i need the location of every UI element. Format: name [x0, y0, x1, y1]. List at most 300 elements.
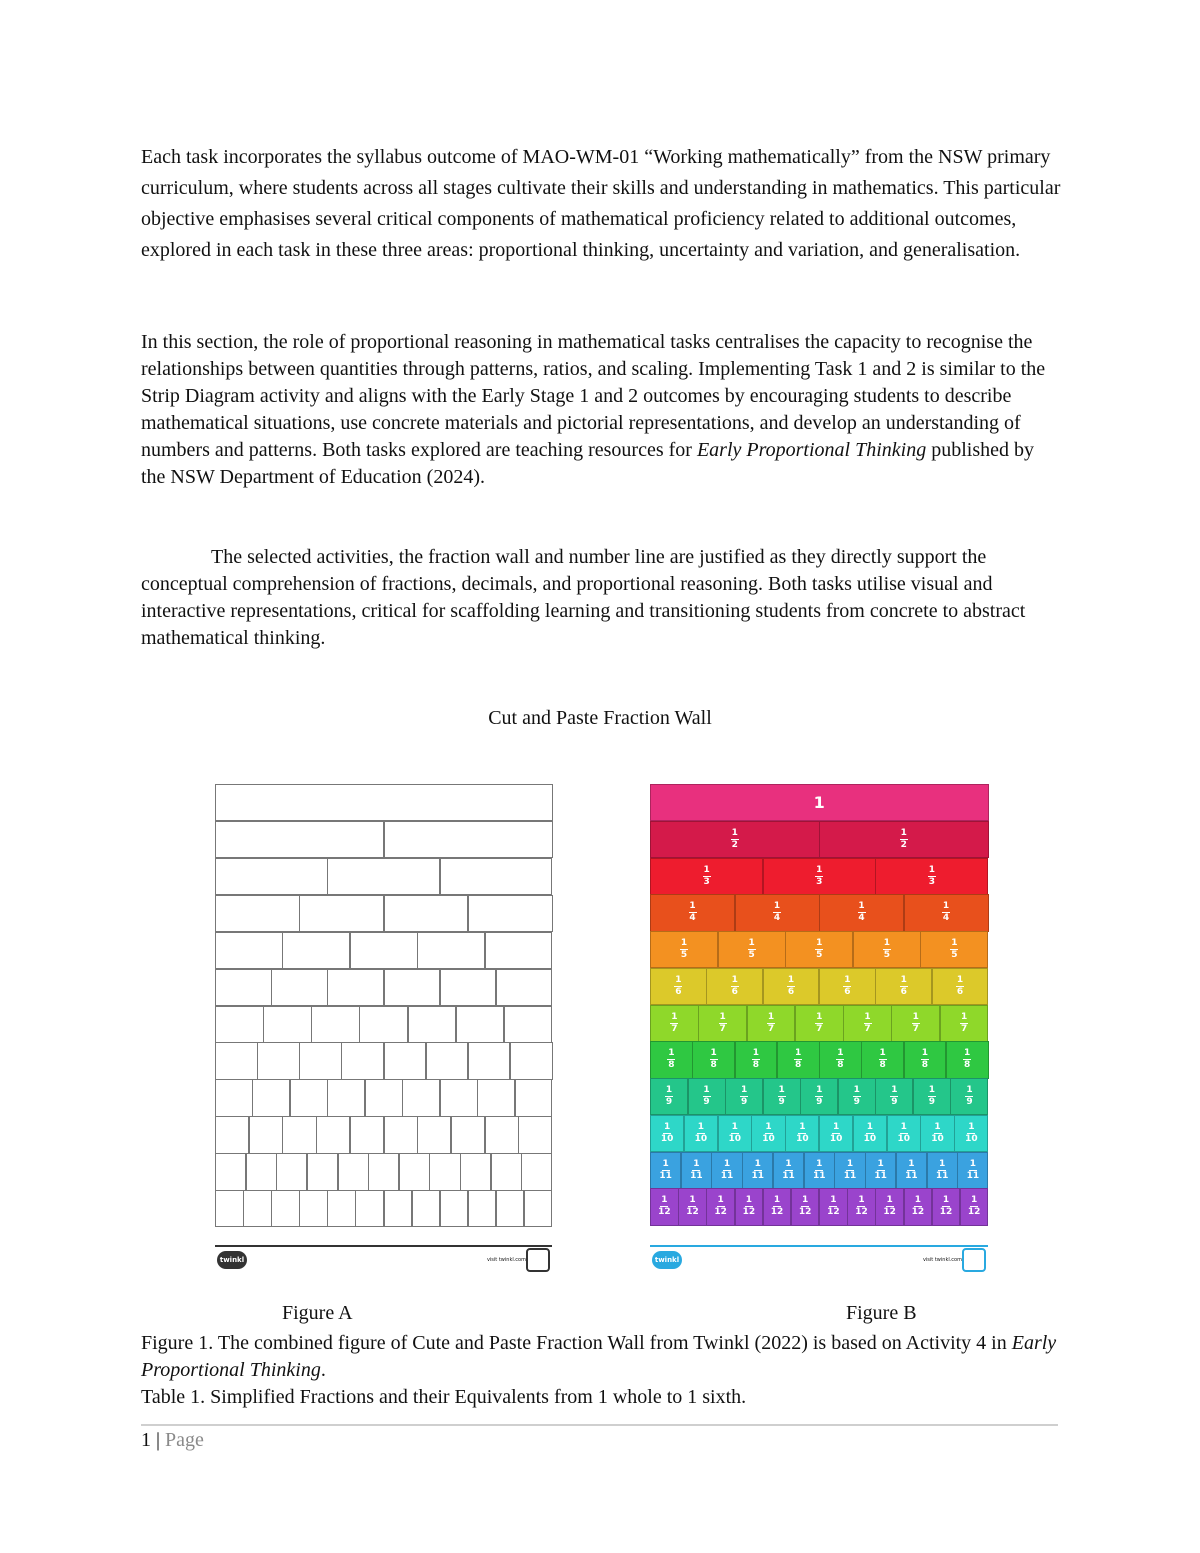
fraction-brick-1-12 — [215, 1190, 244, 1227]
fraction-numerator: 1 — [883, 938, 890, 949]
fraction-brick-1-9 — [688, 1078, 726, 1115]
fraction-label — [674, 976, 682, 997]
fraction-numerator: 1 — [710, 1048, 717, 1059]
footer-line — [215, 1245, 552, 1247]
fraction-label — [855, 1196, 868, 1217]
fraction-brick-1-10 — [249, 1116, 283, 1153]
fraction-brick-1-4 — [468, 895, 553, 932]
fraction-denominator: 10 — [796, 1133, 809, 1144]
fraction-denominator: 10 — [931, 1133, 944, 1144]
fraction-label — [960, 1013, 968, 1034]
fraction-numerator: 1 — [785, 1158, 792, 1169]
twinkl-footer-figure-b — [650, 1245, 988, 1271]
fraction-label — [731, 976, 739, 997]
fraction-brick-1-12 — [960, 1188, 989, 1225]
fraction-brick-1-10 — [718, 1115, 752, 1152]
fraction-label — [767, 1013, 775, 1034]
fraction-denominator: 2 — [731, 839, 738, 850]
fraction-numerator: 1 — [773, 901, 781, 912]
fraction-denominator: 11 — [966, 1170, 980, 1181]
fraction-brick-1-6 — [271, 969, 328, 1006]
fraction-brick-1-12 — [932, 1188, 961, 1225]
fraction-brick-1-4 — [735, 894, 820, 931]
fraction-denominator: 4 — [858, 913, 865, 924]
fraction-numerator: 1 — [963, 1048, 971, 1059]
fraction-brick-1-8 — [650, 1041, 693, 1078]
fraction-numerator: 1 — [731, 974, 738, 985]
fraction-brick-1-6 — [496, 969, 553, 1006]
fraction-denominator: 8 — [921, 1060, 928, 1071]
fraction-label — [659, 1160, 672, 1181]
fraction-brick-1-9 — [838, 1078, 876, 1115]
fraction-brick-1-4 — [215, 895, 300, 932]
fraction-numerator: 1 — [816, 1085, 823, 1096]
fraction-label — [815, 866, 823, 887]
fraction-label — [752, 1160, 765, 1181]
fraction-denominator: 9 — [740, 1097, 748, 1108]
fraction-brick-1-6 — [763, 968, 820, 1005]
fraction-label — [670, 1013, 678, 1034]
fraction-denominator: 9 — [778, 1097, 785, 1108]
fraction-brick-1-6 — [384, 969, 441, 1006]
fraction-denominator: 2 — [900, 839, 907, 850]
fraction-label — [965, 1086, 973, 1107]
fraction-denominator: 11 — [905, 1170, 918, 1181]
fraction-label — [963, 1049, 971, 1070]
fraction-numerator: 1 — [799, 1121, 806, 1132]
fraction-brick-1-8 — [904, 1041, 947, 1078]
fraction-numerator: 1 — [675, 974, 682, 985]
fraction-brick-1-6 — [875, 968, 932, 1005]
fraction-denominator: 11 — [690, 1170, 703, 1181]
fraction-numerator: 1 — [939, 1158, 946, 1169]
fraction-label — [771, 1196, 784, 1217]
fraction-brick-1-4 — [819, 894, 904, 931]
fraction-numerator: 1 — [837, 1048, 844, 1059]
fraction-brick-1-6 — [215, 969, 272, 1006]
fraction-brick-1-12 — [875, 1188, 904, 1225]
fraction-label — [858, 902, 866, 923]
fraction-numerator: 1 — [858, 901, 865, 912]
fraction-denominator: 5 — [748, 950, 755, 961]
fraction-numerator: 1 — [900, 827, 907, 838]
fraction-denominator: 9 — [928, 1097, 936, 1108]
fraction-brick-1-12 — [440, 1190, 469, 1227]
fraction-label — [965, 1123, 978, 1144]
fraction-brick-1-9 — [252, 1079, 290, 1116]
fraction-numerator: 1 — [693, 1158, 700, 1169]
fraction-numerator: 1 — [928, 864, 936, 875]
fraction-brick-1-4 — [904, 894, 989, 931]
fraction-brick-1-10 — [785, 1115, 819, 1152]
fraction-brick-1-10 — [384, 1116, 418, 1153]
fraction-brick-1-5 — [718, 931, 786, 968]
fraction-numerator: 1 — [960, 1011, 968, 1022]
fraction-brick-1-11 — [307, 1153, 338, 1190]
fraction-denominator: 10 — [660, 1133, 674, 1144]
fraction-brick-1-2 — [384, 821, 553, 858]
fraction-denominator: 10 — [965, 1133, 978, 1144]
figure-a-label: Figure A — [282, 1302, 353, 1324]
fraction-brick-1-7 — [891, 1005, 940, 1042]
fraction-numerator: 1 — [844, 974, 851, 985]
fraction-brick-1-11 — [246, 1153, 277, 1190]
fraction-brick-1-4 — [299, 895, 384, 932]
fraction-numerator: 1 — [719, 1011, 726, 1022]
fraction-label — [778, 1086, 786, 1107]
fraction-numerator: 1 — [830, 1195, 837, 1206]
fraction-brick-1-9 — [440, 1079, 478, 1116]
fraction-label — [900, 829, 908, 850]
fraction-brick-1-11 — [215, 1153, 246, 1190]
fraction-label — [879, 1049, 887, 1070]
fraction-brick-1-10 — [215, 1116, 249, 1153]
fraction-denominator: 4 — [773, 913, 781, 924]
fraction-denominator: 10 — [762, 1133, 775, 1144]
fraction-brick-1-8 — [341, 1042, 384, 1079]
fraction-label — [928, 1086, 936, 1107]
fraction-brick-1-3 — [215, 858, 328, 895]
fraction-brick-1-12 — [243, 1190, 272, 1227]
fraction-denominator: 11 — [751, 1170, 765, 1181]
fraction-label — [658, 1196, 671, 1217]
fraction-brick-1-7 — [795, 1005, 844, 1042]
fraction-label — [665, 1086, 673, 1107]
fraction-denominator: 6 — [675, 986, 682, 997]
fraction-denominator: 3 — [703, 876, 710, 887]
fraction-denominator: 4 — [689, 913, 696, 924]
fraction-numerator: 1 — [668, 1048, 675, 1059]
fraction-denominator: 6 — [731, 986, 738, 997]
fraction-denominator: 12 — [967, 1207, 981, 1218]
fraction-brick-1-7 — [263, 1006, 312, 1043]
fraction-label — [905, 1160, 918, 1181]
fraction-brick-1-12 — [735, 1188, 764, 1225]
fraction-numerator: 1 — [765, 1121, 772, 1132]
fraction-numerator: 1 — [969, 1158, 976, 1169]
fraction-numerator: 1 — [664, 1121, 671, 1132]
fraction-denominator: 7 — [912, 1023, 919, 1034]
fraction-denominator: 5 — [951, 950, 958, 961]
fraction-numerator: 1 — [879, 1048, 886, 1059]
fraction-brick-1-2 — [650, 821, 820, 858]
fraction-denominator: 9 — [891, 1097, 898, 1108]
fraction-denominator: 4 — [942, 913, 950, 924]
fraction-brick-1-7 — [747, 1005, 796, 1042]
fraction-denominator: 8 — [837, 1060, 844, 1071]
fraction-brick-1-10 — [282, 1116, 316, 1153]
fraction-brick-1-10 — [350, 1116, 384, 1153]
fraction-brick-1-8 — [299, 1042, 342, 1079]
page-number: 1 — [141, 1429, 151, 1451]
fraction-brick-1-9 — [650, 1078, 688, 1115]
fraction-denominator: 6 — [956, 986, 964, 997]
fraction-brick-1-12 — [763, 1188, 792, 1225]
fraction-numerator: 1 — [697, 1121, 705, 1132]
fraction-brick-1-9 — [365, 1079, 403, 1116]
fraction-label — [956, 976, 964, 997]
fraction-label — [689, 902, 697, 923]
fraction-denominator: 12 — [827, 1207, 840, 1218]
fraction-brick-1-5 — [215, 932, 283, 969]
fraction-denominator: 5 — [816, 950, 823, 961]
fraction-label — [748, 939, 756, 960]
fraction-denominator: 12 — [883, 1207, 896, 1218]
fraction-brick-1-5 — [785, 931, 853, 968]
fraction-brick-1-2 — [215, 821, 384, 858]
fraction-label — [936, 1160, 949, 1181]
fraction-brick-1-12 — [706, 1188, 735, 1225]
fraction-brick-1-11 — [927, 1152, 958, 1189]
fraction-brick-1-9 — [477, 1079, 515, 1116]
fraction-label — [686, 1196, 699, 1217]
fraction-denominator: 8 — [794, 1060, 802, 1071]
fraction-label — [864, 1123, 877, 1144]
twinkl-site-text: visit twinkl.com — [486, 1257, 526, 1263]
fraction-brick-1-8 — [692, 1041, 735, 1078]
fraction-brick-1-8 — [426, 1042, 469, 1079]
fraction-label — [843, 976, 851, 997]
page-footer — [141, 1429, 204, 1452]
fraction-numerator: 1 — [703, 1085, 710, 1096]
fraction-label — [864, 1013, 872, 1034]
fraction-label — [796, 1123, 809, 1144]
fraction-brick-1-12 — [299, 1190, 328, 1227]
fraction-denominator: 7 — [960, 1023, 968, 1034]
table-caption: Table 1. Simplified Fractions and their Equivalents from 1 whole to 1 sixth. — [141, 1386, 747, 1408]
fraction-brick-1-7 — [650, 1005, 699, 1042]
fraction-brick-1-5 — [350, 932, 418, 969]
fraction-brick-1-11 — [460, 1153, 491, 1190]
fraction-brick-1-10 — [417, 1116, 451, 1153]
fraction-denominator: 11 — [659, 1170, 672, 1181]
fraction-brick-1-8 — [468, 1042, 511, 1079]
fraction-brick-1-8 — [257, 1042, 300, 1079]
whole-brick — [215, 784, 553, 821]
footer-divider — [141, 1424, 1058, 1426]
fraction-brick-1-12 — [904, 1188, 933, 1225]
fraction-numerator: 1 — [900, 974, 907, 985]
fraction-numerator: 1 — [966, 1085, 973, 1096]
fraction-numerator: 1 — [752, 1048, 759, 1059]
fraction-label — [680, 939, 688, 960]
fraction-brick-1-11 — [399, 1153, 430, 1190]
fraction-brick-1-11 — [865, 1152, 896, 1189]
fraction-numerator: 1 — [816, 938, 823, 949]
fraction-brick-1-9 — [913, 1078, 951, 1115]
fraction-label — [942, 902, 950, 923]
fraction-brick-1-8 — [510, 1042, 553, 1079]
fraction-brick-1-4 — [650, 894, 735, 931]
fraction-brick-1-11 — [957, 1152, 988, 1189]
fraction-label — [853, 1086, 861, 1107]
fraction-label — [836, 1049, 844, 1070]
fraction-denominator: 11 — [843, 1170, 857, 1181]
fraction-denominator: 11 — [782, 1170, 795, 1181]
fraction-numerator: 1 — [671, 1011, 678, 1022]
fraction-brick-1-2 — [819, 821, 989, 858]
fraction-label — [815, 939, 823, 960]
fraction-denominator: 5 — [680, 950, 688, 961]
paragraph-syllabus-outcome: Each task incorporates the syllabus outcome of MAO-WM-01 “Working mathematically” from the NSW primary curriculum, where students across all stages cultivate their skills and understanding in mathematics. This particular objective emphasises several critical components of mathematical proficiency related to additional outcomes, explored in each task in these three areas: proportional thinking, uncertainty and variation, and generalisation. — [141, 146, 1061, 261]
fraction-denominator: 6 — [787, 986, 795, 997]
fraction-label — [950, 939, 958, 960]
fraction-numerator: 1 — [680, 938, 688, 949]
fraction-brick-1-11 — [429, 1153, 460, 1190]
fraction-brick-1-7 — [698, 1005, 747, 1042]
fraction-numerator: 1 — [900, 1121, 907, 1132]
fraction-label — [762, 1123, 775, 1144]
fraction-denominator: 5 — [883, 950, 890, 961]
fraction-brick-1-11 — [650, 1152, 681, 1189]
paragraph-text: In this section, the role of proportional reasoning in mathematical tasks centralises the capacity to recognise the relationships between quantities through patterns, ratios, and scaling. Implementing Task 1 and 2 is similar to the Strip Diagram activity and aligns with the Early Stage 1 and 2 outcomes by encouraging students to describe mathematical situations, use concrete materials and pictorial representations, and develop an understanding of numbers and patterns. Both tasks explored are teaching resources for — [141, 331, 1046, 461]
fraction-brick-1-11 — [773, 1152, 804, 1189]
fraction-denominator: 12 — [939, 1207, 953, 1218]
fraction-brick-1-9 — [290, 1079, 328, 1116]
fraction-label — [813, 1160, 826, 1181]
fraction-label — [967, 1160, 980, 1181]
fraction-brick-1-11 — [742, 1152, 773, 1189]
fraction-brick-1-10 — [853, 1115, 887, 1152]
fraction-numerator: 1 — [956, 974, 964, 985]
fraction-numerator: 1 — [833, 1121, 840, 1132]
fraction-numerator: 1 — [853, 1085, 860, 1096]
fraction-numerator: 1 — [661, 1195, 668, 1206]
fraction-denominator: 10 — [728, 1133, 741, 1144]
fraction-label — [794, 1049, 802, 1070]
fraction-label — [900, 976, 908, 997]
fraction-brick-1-7 — [359, 1006, 408, 1043]
fraction-label — [799, 1196, 812, 1217]
page-separator: | — [156, 1429, 161, 1451]
footer-line — [650, 1245, 988, 1247]
fraction-brick-1-4 — [384, 895, 469, 932]
fraction-brick-1-10 — [954, 1115, 988, 1152]
fraction-denominator: 7 — [816, 1023, 823, 1034]
fraction-brick-1-9 — [875, 1078, 913, 1115]
fraction-brick-1-9 — [800, 1078, 838, 1115]
fraction-brick-1-6 — [650, 968, 707, 1005]
fraction-label — [830, 1123, 843, 1144]
fraction-brick-1-7 — [940, 1005, 989, 1042]
paragraph-selected-activities: The selected activities, the fraction wall and number line are justified as they directly support the conceptual comprehension of fractions, decimals, and proportional reasoning. Both tasks utilise visual and interactive representations, critical for scaffolding learning and transitioning students from concrete to abstract mathematical thinking. — [141, 546, 1026, 649]
fraction-numerator: 1 — [934, 1121, 941, 1132]
fraction-brick-1-10 — [650, 1115, 684, 1152]
fraction-brick-1-10 — [316, 1116, 350, 1153]
fraction-brick-1-12 — [412, 1190, 441, 1227]
fraction-brick-1-6 — [327, 969, 384, 1006]
fraction-label — [890, 1086, 898, 1107]
fraction-brick-1-10 — [887, 1115, 921, 1152]
fraction-denominator: 10 — [897, 1133, 910, 1144]
fraction-brick-1-3 — [327, 858, 440, 895]
fraction-numerator: 1 — [968, 1121, 975, 1132]
fraction-label — [883, 939, 891, 960]
fraction-brick-1-5 — [920, 931, 988, 968]
figure-caption — [141, 1330, 1071, 1384]
fraction-denominator: 11 — [720, 1170, 734, 1181]
fraction-numerator: 1 — [891, 1085, 898, 1096]
fraction-numerator: 1 — [951, 938, 958, 949]
fraction-numerator: 1 — [912, 1011, 919, 1022]
fraction-numerator: 1 — [787, 974, 795, 985]
fraction-numerator: 1 — [731, 1121, 738, 1132]
fraction-brick-1-3 — [763, 858, 876, 895]
fraction-label — [773, 902, 781, 923]
fraction-brick-1-6 — [706, 968, 763, 1005]
fraction-brick-1-11 — [681, 1152, 712, 1189]
fraction-numerator: 1 — [794, 1048, 802, 1059]
fraction-label — [743, 1196, 756, 1217]
fraction-numerator: 1 — [773, 1195, 781, 1206]
fraction-label — [928, 866, 936, 887]
fraction-label — [728, 1123, 741, 1144]
fraction-numerator: 1 — [767, 1011, 775, 1022]
fraction-denominator: 9 — [703, 1097, 710, 1108]
fraction-denominator: 12 — [798, 1207, 812, 1218]
fraction-numerator: 1 — [877, 1158, 884, 1169]
twinkl-site-text: visit twinkl.com — [922, 1257, 962, 1263]
paragraph-proportional-reasoning — [141, 329, 1061, 491]
fraction-brick-1-11 — [276, 1153, 307, 1190]
fraction-denominator: 10 — [829, 1133, 843, 1144]
fraction-numerator: 1 — [745, 1195, 752, 1206]
fraction-brick-1-11 — [804, 1152, 835, 1189]
fraction-label — [874, 1160, 887, 1181]
fraction-brick-1-5 — [417, 932, 485, 969]
fraction-brick-1-8 — [861, 1041, 904, 1078]
fraction-brick-1-5 — [485, 932, 553, 969]
fraction-denominator: 8 — [963, 1060, 971, 1071]
fraction-numerator: 1 — [858, 1195, 865, 1206]
fraction-brick-1-12 — [791, 1188, 820, 1225]
fraction-numerator: 1 — [662, 1158, 669, 1169]
fraction-denominator: 12 — [686, 1207, 699, 1218]
fraction-denominator: 12 — [855, 1207, 868, 1218]
fraction-brick-1-9 — [725, 1078, 763, 1115]
fraction-numerator: 1 — [703, 864, 710, 875]
fraction-denominator: 8 — [710, 1060, 717, 1071]
fraction-label — [815, 1013, 823, 1034]
fraction-brick-1-10 — [684, 1115, 718, 1152]
paragraph-text: published by the NSW Department of Education (2024). — [141, 439, 1034, 488]
fraction-label — [782, 1160, 795, 1181]
fraction-numerator: 1 — [942, 1195, 950, 1206]
fraction-label — [921, 1049, 929, 1070]
fraction-numerator: 1 — [723, 1158, 731, 1169]
caption-text: . — [320, 1359, 326, 1381]
fraction-brick-1-9 — [515, 1079, 553, 1116]
fraction-numerator: 1 — [971, 1195, 978, 1206]
fraction-label — [721, 1160, 734, 1181]
fraction-numerator: 1 — [914, 1195, 921, 1206]
fraction-brick-1-11 — [338, 1153, 369, 1190]
fraction-denominator: 9 — [853, 1097, 860, 1108]
fraction-denominator: 12 — [742, 1207, 756, 1218]
fraction-brick-1-6 — [440, 969, 497, 1006]
fraction-label — [844, 1160, 857, 1181]
fraction-brick-1-12 — [524, 1190, 553, 1227]
fraction-denominator: 8 — [752, 1060, 759, 1071]
fraction-brick-1-9 — [402, 1079, 440, 1116]
fraction-brick-1-7 — [456, 1006, 505, 1043]
fraction-denominator: 11 — [935, 1170, 949, 1181]
fraction-numerator: 1 — [778, 1085, 785, 1096]
fraction-brick-1-12 — [384, 1190, 413, 1227]
fraction-brick-1-7 — [215, 1006, 264, 1043]
fraction-numerator: 1 — [866, 1121, 874, 1132]
fraction-brick-1-7 — [408, 1006, 457, 1043]
